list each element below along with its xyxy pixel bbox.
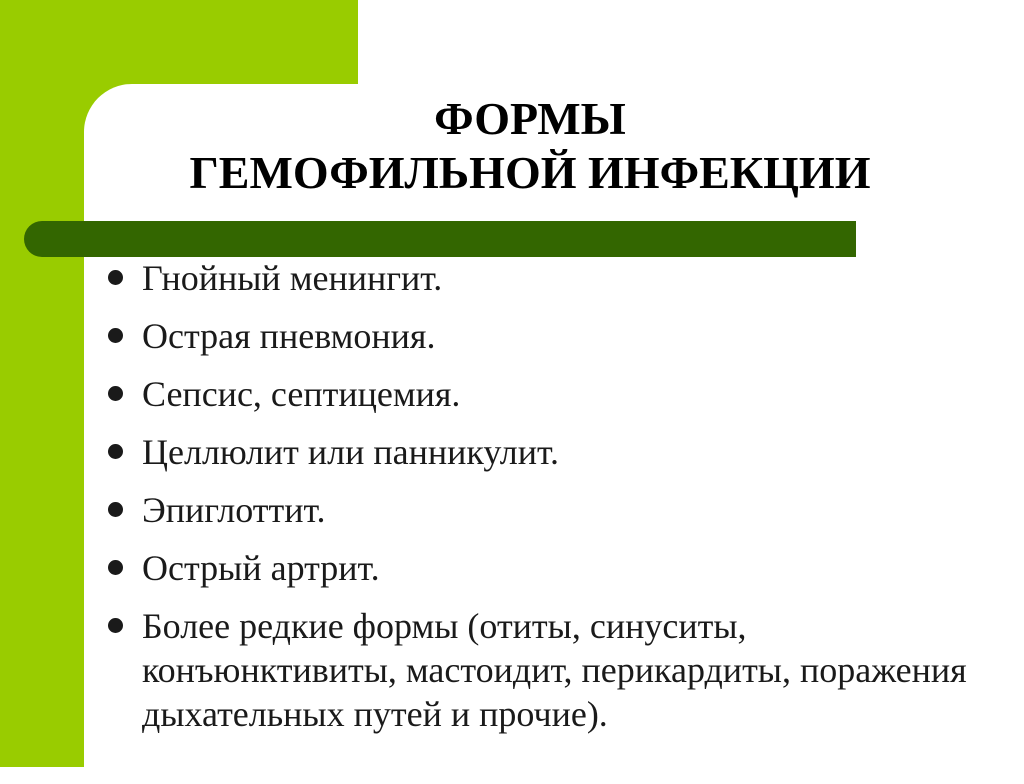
list-item xyxy=(104,604,1004,736)
list-item xyxy=(104,314,1004,358)
slide-title xyxy=(0,92,1024,200)
infection-forms-list xyxy=(104,256,1004,750)
bullet-icon xyxy=(108,386,123,401)
list-item xyxy=(104,430,1004,474)
list-item-text: Более редкие формы (отиты, синуситы, конъюнктивиты, мастоидит, перикардиты, поражения дыхательных путей и прочие). xyxy=(142,606,967,734)
list-item-text: Острая пневмония. xyxy=(142,316,436,356)
list-item xyxy=(104,488,1004,532)
bullet-icon xyxy=(108,502,123,517)
list-item xyxy=(104,256,1004,300)
bullet-icon xyxy=(108,270,123,285)
list-item-text: Гнойный менингит. xyxy=(142,258,443,298)
list-item-text: Эпиглоттит. xyxy=(142,490,326,530)
list-item-text: Целлюлит или панникулит. xyxy=(142,432,560,472)
title-line-1: ФОРМЫ xyxy=(434,93,626,144)
list-item xyxy=(104,546,1004,590)
list-item-text: Сепсис, септицемия. xyxy=(142,374,461,414)
bullet-icon xyxy=(108,618,123,633)
title-line-2: ГЕМОФИЛЬНОЙ ИНФЕКЦИИ xyxy=(189,147,871,198)
bullet-icon xyxy=(108,560,123,575)
list-item-text: Острый артрит. xyxy=(142,548,380,588)
title-divider-bar xyxy=(24,221,856,257)
bullet-icon xyxy=(108,444,123,459)
bullet-icon xyxy=(108,328,123,343)
list-item xyxy=(104,372,1004,416)
